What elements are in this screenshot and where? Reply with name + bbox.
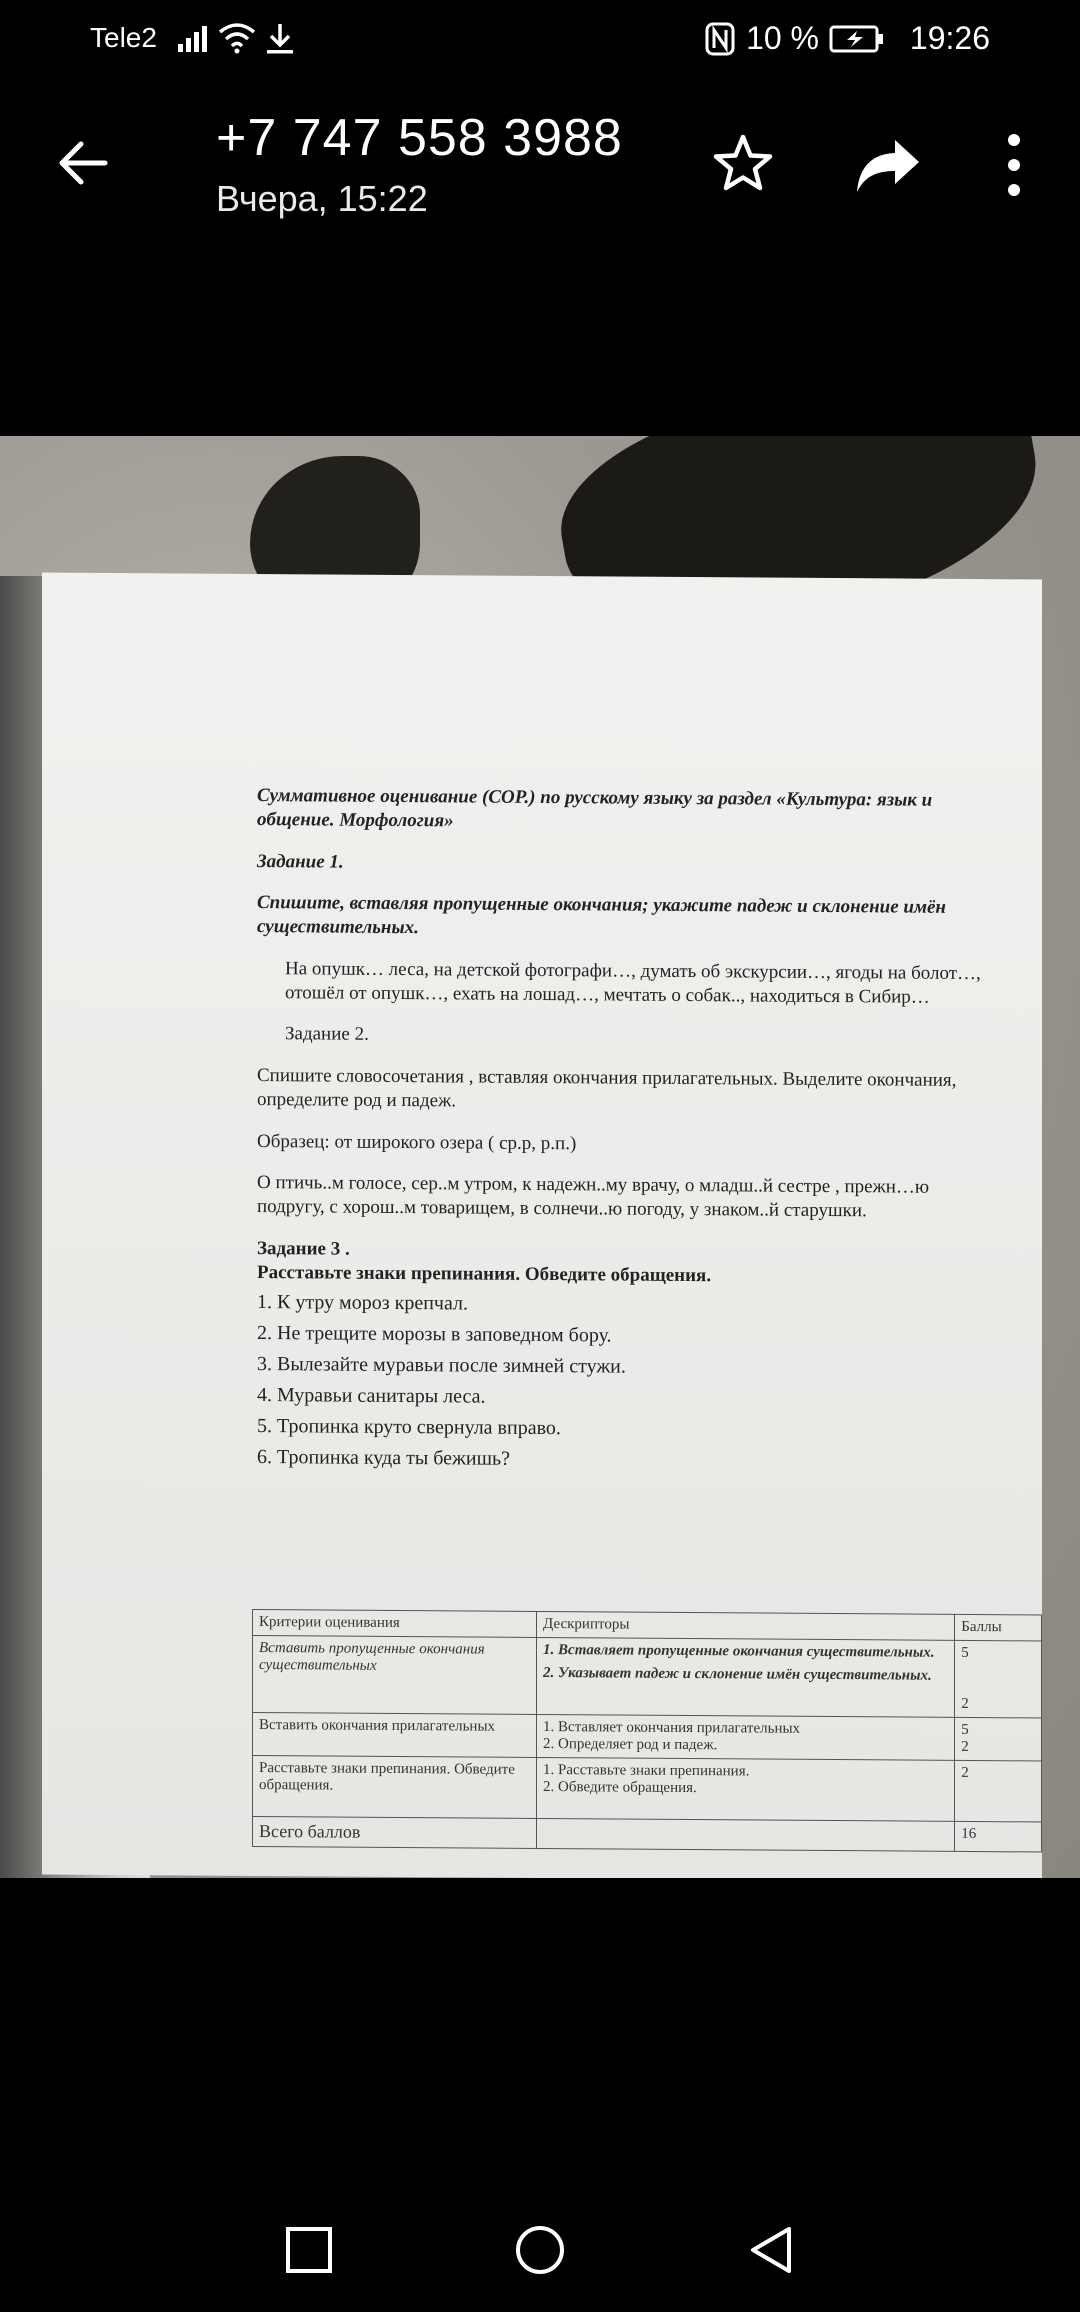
points-value: 5: [961, 1721, 969, 1738]
wifi-icon: [218, 22, 256, 54]
table-header: Дескрипторы: [537, 1611, 955, 1640]
download-icon: [264, 22, 296, 56]
list-item: 5. Тропинка круто свернула вправо.: [257, 1415, 561, 1440]
list-item: 2. Не трещите морозы в заповедном бору.: [257, 1322, 612, 1347]
star-outline-icon[interactable]: [712, 133, 774, 195]
table-row: [253, 1712, 1042, 1761]
signal-icon: [176, 22, 212, 54]
points-cell: [955, 1760, 1042, 1822]
table-header: Баллы: [955, 1614, 1042, 1641]
share-arrow-icon[interactable]: [855, 138, 921, 194]
points-value: 5: [961, 1644, 969, 1661]
points-value: 2: [961, 1764, 969, 1781]
task1-instruction: Спишите, вставляя пропущенные окончания; укажите падеж и склонение имён существительных.: [257, 892, 946, 939]
task1-title: Задание 1.: [257, 850, 344, 873]
points-cell: [955, 1717, 1042, 1761]
battery-charging-icon: [829, 24, 885, 54]
empty-cell: [537, 1818, 955, 1851]
triangle-back-icon[interactable]: [745, 2224, 797, 2276]
list-item: 6. Тропинка куда ты бежишь?: [257, 1446, 510, 1471]
total-label: Всего баллов: [253, 1816, 537, 1848]
task3-title: Задание 3 .: [257, 1237, 350, 1260]
task2-text: О птичь..м голосе, сер..м утром, к надежн..му врачу, о младш..й сестре , прежн…ю подругу, с хорош..м товарищем, в солнечи..ю погоду, у знаком..й старушки.: [257, 1172, 930, 1222]
criteria-table: [252, 1609, 1042, 1853]
circle-icon[interactable]: [514, 2224, 566, 2276]
clock: 19:26: [909, 20, 990, 56]
document-heading: Суммативное оценивание (СОР.) по русскому языку за раздел «Культура: язык и общение. Морфология»: [257, 785, 933, 832]
criterion-cell: Вставить пропущенные окончания существительных: [253, 1635, 537, 1714]
carrier-label: Tele2: [90, 22, 157, 53]
descriptor-line: 1. Расставьте знаки препинания.: [543, 1762, 750, 1780]
table-header: Критерии оценивания: [253, 1609, 537, 1637]
table-row: [253, 1635, 1042, 1718]
system-nav-bar: [0, 2180, 1080, 2312]
criterion-cell: Расставьте знаки препинания. Обведите обращения.: [253, 1755, 537, 1818]
task2-instruction: Спишите словосочетания , вставляя окончания прилагательных. Выделите окончания, определите род и падеж.: [257, 1065, 957, 1112]
square-icon[interactable]: [283, 2224, 335, 2276]
descriptor-cell: [537, 1637, 955, 1717]
task2-example: Образец: от широкого озера ( ср.р, р.п.): [257, 1130, 577, 1154]
task3-list: [257, 1290, 987, 1475]
criterion-cell: Вставить окончания прилагательных: [253, 1712, 537, 1757]
photo-viewer[interactable]: [0, 436, 1080, 1878]
message-date: Вчера, 15:22: [216, 178, 428, 219]
app-bar: [0, 90, 1080, 240]
task2-title: Задание 2.: [285, 1023, 369, 1046]
status-bar: [0, 0, 1080, 80]
descriptor-line: 2. Указывает падеж и склонение имён существительных.: [543, 1665, 932, 1684]
descriptor-cell: [537, 1714, 955, 1760]
task3-instruction: Расставьте знаки препинания. Обведите обращения.: [257, 1261, 712, 1286]
descriptor-line: 1. Вставляет пропущенные окончания существительных.: [543, 1642, 935, 1661]
table-total-row: [253, 1816, 1042, 1852]
document-body: [257, 784, 987, 1481]
battery-percent: 10 %: [746, 20, 819, 56]
list-item: 3. Вылезайте муравьи после зимней стужи.: [257, 1353, 626, 1378]
list-item: 4. Муравьи санитары леса.: [257, 1384, 486, 1408]
total-value: 16: [955, 1821, 1042, 1852]
task1-text: На опушк… леса, на детской фотографи…, думать об экскурсии…, ягоды на болот…, отошёл от опушк…, ехать на лошад…, мечтать о собак.., находиться в Сибир…: [285, 957, 981, 1008]
points-value: 2: [961, 1695, 969, 1712]
descriptor-line: 1. Вставляет окончания прилагательных: [543, 1719, 801, 1737]
table-row: [253, 1755, 1042, 1822]
contact-title: +7 747 558 3988: [216, 109, 623, 167]
arrow-left-icon[interactable]: [55, 135, 111, 191]
descriptor-line: 2. Обведите обращения.: [543, 1779, 697, 1797]
nfc-icon: [704, 22, 736, 56]
descriptor-line: 2. Определяет род и падеж.: [543, 1736, 718, 1754]
document-sheet: [42, 573, 1042, 1878]
points-value: 2: [961, 1738, 969, 1755]
more-vertical-icon[interactable]: [1003, 132, 1025, 198]
list-item: 1. К утру мороз крепчал.: [257, 1291, 469, 1315]
points-cell: [955, 1640, 1042, 1718]
descriptor-cell: [537, 1757, 955, 1821]
